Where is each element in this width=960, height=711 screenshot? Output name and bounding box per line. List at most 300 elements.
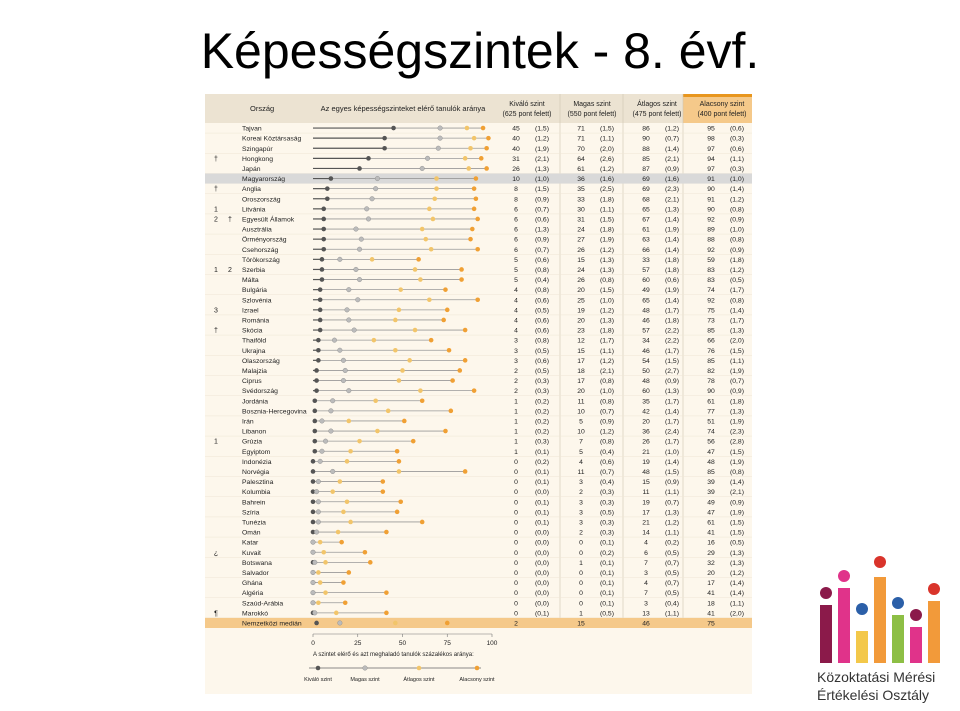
- se-atlagos: (2,2): [665, 327, 679, 335]
- value-atlagos: 48: [642, 469, 650, 476]
- se-magas: (2,1): [600, 368, 614, 375]
- dot-atlagos: [348, 449, 353, 454]
- dot-magas: [316, 520, 321, 525]
- value-alacsony: 61: [707, 519, 715, 527]
- dot-atlagos: [420, 227, 425, 232]
- se-alacsony: (0,9): [730, 246, 744, 254]
- dot-atlagos: [432, 196, 437, 201]
- value-kivalo: 6: [514, 216, 518, 224]
- value-atlagos: 15: [642, 479, 650, 487]
- se-kivalo: (0,0): [535, 600, 549, 608]
- se-alacsony: (1,3): [730, 549, 744, 557]
- se-atlagos: (1,1): [665, 529, 679, 537]
- value-kivalo: 10: [512, 176, 520, 184]
- se-magas: (1,2): [600, 357, 614, 365]
- dot-atlagos: [407, 358, 412, 363]
- se-atlagos: (0,9): [665, 378, 679, 386]
- se-alacsony: (0,9): [730, 388, 744, 396]
- se-magas: (0,9): [600, 418, 614, 426]
- value-alacsony: 92: [707, 246, 715, 254]
- se-magas: (0,1): [600, 539, 614, 547]
- se-alacsony: (1,5): [730, 529, 744, 537]
- value-magas: 2: [579, 529, 583, 537]
- value-atlagos: 63: [642, 236, 650, 244]
- value-kivalo: 5: [514, 277, 518, 285]
- value-magas: 31: [577, 216, 585, 224]
- dot-kivalo: [314, 378, 319, 383]
- se-magas: (0,3): [600, 519, 614, 527]
- logo-dot-5: [892, 597, 904, 609]
- legend-label-alacsony: Alacsony szint: [459, 677, 495, 683]
- se-magas: (1,1): [600, 347, 614, 355]
- country-label: Tajvan: [242, 125, 262, 133]
- value-alacsony: 85: [707, 327, 715, 335]
- row-marker: 2: [228, 267, 232, 274]
- se-atlagos: (0,5): [665, 590, 679, 598]
- country-label: Magyarország: [242, 176, 286, 184]
- dot-kivalo: [318, 297, 323, 302]
- dot-alacsony: [463, 358, 468, 363]
- country-label: Hongkong: [242, 155, 273, 163]
- slide-title: Képességszintek - 8. évf.: [200, 23, 760, 79]
- se-kivalo: (0,6): [535, 327, 549, 335]
- value-atlagos: 61: [642, 226, 650, 234]
- header-alacsony-bar: [683, 94, 752, 97]
- dot-magas: [314, 489, 319, 494]
- se-alacsony: (0,3): [730, 166, 744, 173]
- se-kivalo: (0,0): [535, 529, 549, 537]
- se-alacsony: (0,5): [730, 277, 744, 285]
- dot-alacsony: [381, 479, 386, 484]
- se-kivalo: (0,2): [535, 428, 549, 436]
- value-atlagos: 69: [642, 176, 650, 184]
- value-atlagos: 42: [642, 408, 650, 416]
- x-tick-label: 100: [486, 640, 498, 647]
- dot-kivalo: [321, 217, 326, 222]
- value-kivalo: 4: [514, 327, 518, 335]
- value-atlagos: 3: [644, 570, 648, 577]
- dot-atlagos: [393, 318, 398, 323]
- se-kivalo: (0,5): [535, 368, 549, 375]
- value-alacsony: 90: [707, 186, 715, 194]
- value-atlagos: 69: [642, 186, 650, 194]
- value-atlagos: 86: [642, 125, 650, 133]
- se-atlagos: (1,5): [665, 469, 679, 476]
- value-kivalo: 4: [514, 287, 518, 295]
- se-alacsony: (0,6): [730, 145, 744, 153]
- se-alacsony: (1,2): [730, 570, 744, 577]
- se-magas: (1,2): [600, 307, 614, 315]
- se-kivalo: (0,4): [535, 277, 549, 285]
- dot-alacsony: [457, 368, 462, 373]
- dot-atlagos: [413, 328, 418, 333]
- se-magas: (0,1): [600, 590, 614, 598]
- value-atlagos: 90: [642, 135, 650, 143]
- value-magas: 35: [577, 186, 585, 194]
- value-alacsony: 18: [707, 600, 715, 608]
- value-alacsony: 98: [707, 135, 715, 143]
- dot-magas: [329, 429, 334, 434]
- se-kivalo: (2,1): [535, 155, 549, 163]
- dot-alacsony: [475, 297, 480, 302]
- value-kivalo: 0: [514, 469, 518, 476]
- legend-dot-kivalo: [316, 666, 321, 671]
- se-magas: (0,4): [600, 448, 614, 456]
- se-kivalo: (0,1): [535, 469, 549, 476]
- se-kivalo: (0,0): [535, 549, 549, 557]
- dot-atlagos: [393, 621, 398, 626]
- value-kivalo: 0: [514, 519, 518, 527]
- country-label: Palesztina: [242, 479, 274, 487]
- value-kivalo: 5: [514, 256, 518, 264]
- logo-line-1: Közoktatási Mérési: [817, 669, 936, 685]
- value-kivalo: 6: [514, 206, 518, 214]
- value-atlagos: 17: [642, 509, 650, 517]
- dot-atlagos: [397, 308, 402, 313]
- value-atlagos: 7: [644, 559, 648, 567]
- country-label: Bahrein: [242, 499, 266, 507]
- se-alacsony: (1,4): [730, 186, 744, 194]
- dot-kivalo: [391, 126, 396, 131]
- value-atlagos: 65: [642, 297, 650, 305]
- value-kivalo: 8: [514, 196, 518, 204]
- dot-atlagos: [418, 277, 423, 282]
- dot-alacsony: [368, 560, 373, 565]
- se-atlagos: (1,7): [665, 307, 679, 315]
- se-kivalo: (0,3): [535, 388, 549, 396]
- country-label: Jordánia: [242, 398, 269, 406]
- se-magas: (1,0): [600, 388, 614, 396]
- country-label: Grúzia: [242, 438, 263, 446]
- dot-atlagos: [357, 439, 362, 444]
- value-magas: 20: [577, 287, 585, 295]
- country-label: Svédország: [242, 388, 278, 396]
- country-label: Izrael: [242, 307, 259, 315]
- value-alacsony: 41: [707, 590, 715, 598]
- value-kivalo: 45: [512, 125, 520, 133]
- se-alacsony: (1,3): [730, 559, 744, 567]
- se-kivalo: (0,6): [535, 297, 549, 305]
- dot-atlagos: [397, 469, 402, 474]
- country-label: Japán: [242, 166, 261, 173]
- value-alacsony: 90: [707, 206, 715, 214]
- dot-magas: [438, 126, 443, 131]
- dot-alacsony: [486, 136, 491, 141]
- se-atlagos: (1,1): [665, 489, 679, 497]
- dot-kivalo: [312, 429, 317, 434]
- dot-magas: [312, 611, 317, 616]
- logo-line-2: Értékelési Osztály: [817, 687, 930, 703]
- value-alacsony: 82: [707, 368, 715, 375]
- header-alacsony-bg: [683, 94, 752, 123]
- dot-kivalo: [314, 621, 319, 626]
- country-label: Olaszország: [242, 357, 280, 365]
- se-kivalo: (0,2): [535, 458, 549, 466]
- value-magas: 71: [577, 125, 585, 133]
- logo-bar-5: [892, 615, 904, 663]
- dot-kivalo: [311, 499, 316, 504]
- value-magas: 27: [577, 236, 585, 244]
- row-marker: 1: [214, 267, 218, 274]
- value-atlagos: 14: [642, 529, 650, 537]
- value-alacsony: 75: [707, 307, 715, 315]
- country-label: Omán: [242, 529, 261, 537]
- country-label: Skócia: [242, 327, 263, 335]
- dot-kivalo: [311, 459, 316, 464]
- se-atlagos: (0,9): [665, 479, 679, 487]
- value-kivalo: 6: [514, 236, 518, 244]
- se-alacsony: (1,8): [730, 256, 744, 264]
- dot-kivalo: [320, 277, 325, 282]
- se-magas: (1,9): [600, 236, 614, 244]
- dot-magas: [320, 449, 325, 454]
- country-label: Nemzetközi medián: [242, 620, 302, 628]
- se-atlagos: (1,3): [665, 388, 679, 396]
- value-magas: 3: [579, 519, 583, 527]
- dot-kivalo: [318, 328, 323, 333]
- dot-kivalo: [318, 308, 323, 313]
- dot-alacsony: [343, 600, 348, 605]
- se-kivalo: (1,3): [535, 226, 549, 234]
- country-label: Libanon: [242, 428, 267, 436]
- legend-dot-magas: [363, 666, 368, 671]
- dot-atlagos: [318, 540, 323, 545]
- row-marker: 2: [214, 216, 218, 224]
- value-magas: 20: [577, 388, 585, 396]
- dot-atlagos: [330, 489, 335, 494]
- se-alacsony: (1,1): [730, 357, 744, 365]
- se-atlagos: (0,9): [665, 166, 679, 173]
- dot-alacsony: [441, 318, 446, 323]
- value-alacsony: 75: [707, 620, 715, 628]
- value-magas: 1: [579, 610, 583, 618]
- se-alacsony: (0,8): [730, 236, 744, 244]
- se-alacsony: (1,9): [730, 509, 744, 517]
- dot-kivalo: [316, 348, 321, 353]
- value-atlagos: 88: [642, 145, 650, 153]
- row-marker: 1: [214, 206, 218, 214]
- dot-atlagos: [466, 166, 471, 171]
- dot-atlagos: [372, 338, 377, 343]
- header-level-kivalo: Kiváló szint: [509, 101, 545, 108]
- dot-magas: [311, 550, 316, 555]
- value-magas: 3: [579, 479, 583, 487]
- dot-alacsony: [411, 439, 416, 444]
- dot-magas: [311, 600, 316, 605]
- value-magas: 23: [577, 327, 585, 335]
- value-magas: 4: [579, 458, 583, 466]
- value-atlagos: 7: [644, 590, 648, 598]
- se-alacsony: (1,9): [730, 418, 744, 426]
- value-kivalo: 0: [514, 529, 518, 537]
- country-label: Irán: [242, 418, 254, 426]
- dot-magas: [354, 267, 359, 272]
- value-magas: 0: [579, 549, 583, 557]
- dot-kivalo: [321, 207, 326, 212]
- value-kivalo: 0: [514, 559, 518, 567]
- x-tick-label: 0: [311, 640, 315, 647]
- dot-alacsony: [398, 499, 403, 504]
- se-alacsony: (0,9): [730, 499, 744, 507]
- dot-alacsony: [475, 217, 480, 222]
- se-alacsony: (0,9): [730, 216, 744, 224]
- country-label: Tunézia: [242, 519, 266, 527]
- value-kivalo: 0: [514, 590, 518, 598]
- dot-atlagos: [413, 267, 418, 272]
- dot-kivalo: [321, 247, 326, 252]
- dot-magas: [436, 146, 441, 151]
- se-magas: (0,5): [600, 509, 614, 517]
- se-atlagos: (0,7): [665, 135, 679, 143]
- value-alacsony: 90: [707, 388, 715, 396]
- dot-kivalo: [311, 520, 316, 525]
- value-alacsony: 85: [707, 357, 715, 365]
- se-magas: (0,3): [600, 499, 614, 507]
- value-alacsony: 95: [707, 125, 715, 133]
- dot-alacsony: [459, 277, 464, 282]
- value-atlagos: 85: [642, 155, 650, 163]
- row-marker: ¶: [214, 610, 218, 618]
- value-magas: 12: [577, 337, 585, 345]
- se-magas: (0,1): [600, 559, 614, 567]
- dot-kivalo: [312, 449, 317, 454]
- se-kivalo: (1,5): [535, 186, 549, 194]
- dot-magas: [311, 590, 316, 595]
- value-magas: 10: [577, 428, 585, 436]
- x-tick-label: 50: [398, 640, 407, 647]
- se-alacsony: (1,7): [730, 287, 744, 295]
- dot-magas: [330, 469, 335, 474]
- dot-alacsony: [402, 419, 407, 424]
- logo-dot-1: [820, 587, 832, 599]
- se-atlagos: (1,4): [665, 408, 679, 416]
- dot-alacsony: [475, 247, 480, 252]
- country-label: Szaúd-Arábia: [242, 600, 284, 608]
- dot-kivalo: [366, 156, 371, 161]
- dot-kivalo: [316, 338, 321, 343]
- se-kivalo: (0,0): [535, 590, 549, 598]
- se-kivalo: (0,0): [535, 580, 549, 588]
- dot-magas: [357, 247, 362, 252]
- se-alacsony: (1,7): [730, 317, 744, 325]
- value-magas: 7: [579, 438, 583, 446]
- dot-alacsony: [420, 520, 425, 525]
- value-alacsony: 39: [707, 479, 715, 487]
- header-level-sub-magas: (550 pont felett): [567, 111, 617, 118]
- se-alacsony: (1,4): [730, 580, 744, 588]
- value-kivalo: 0: [514, 499, 518, 507]
- se-magas: (1,2): [600, 428, 614, 436]
- value-alacsony: 91: [707, 176, 715, 184]
- se-magas: (1,2): [600, 246, 614, 254]
- se-atlagos: (2,1): [665, 155, 679, 163]
- se-alacsony: (2,0): [730, 610, 744, 618]
- se-alacsony: (1,4): [730, 479, 744, 487]
- value-kivalo: 2: [514, 388, 518, 396]
- value-atlagos: 13: [642, 610, 650, 618]
- se-alacsony: (1,4): [730, 307, 744, 315]
- value-atlagos: 57: [642, 327, 650, 335]
- value-magas: 0: [579, 590, 583, 598]
- dot-magas: [320, 419, 325, 424]
- dot-kivalo: [312, 409, 317, 414]
- dot-alacsony: [474, 176, 479, 181]
- se-alacsony: (0,8): [730, 206, 744, 214]
- se-magas: (2,5): [600, 186, 614, 194]
- value-kivalo: 1: [514, 418, 518, 426]
- value-kivalo: 4: [514, 307, 518, 315]
- header-country: Ország: [250, 104, 275, 113]
- logo-bar-2: [838, 588, 850, 663]
- value-kivalo: 1: [514, 438, 518, 446]
- value-magas: 11: [577, 398, 585, 406]
- legend-label-atlagos: Átlagos szint: [403, 677, 435, 683]
- country-label: Botswana: [242, 559, 272, 567]
- value-magas: 5: [579, 418, 583, 426]
- dot-alacsony: [384, 530, 389, 535]
- dot-kivalo: [325, 196, 330, 201]
- dot-kivalo: [318, 318, 323, 323]
- value-atlagos: 6: [644, 549, 648, 557]
- value-alacsony: 74: [707, 287, 715, 295]
- value-magas: 11: [577, 469, 585, 476]
- dot-magas: [373, 186, 378, 191]
- value-alacsony: 41: [707, 610, 715, 618]
- dot-atlagos: [323, 590, 328, 595]
- se-atlagos: (1,0): [665, 448, 679, 456]
- value-atlagos: 49: [642, 287, 650, 295]
- value-magas: 15: [577, 347, 585, 355]
- se-kivalo: (0,0): [535, 539, 549, 547]
- dot-kivalo: [312, 439, 317, 444]
- country-label: Szíria: [242, 509, 260, 517]
- dot-alacsony: [445, 308, 450, 313]
- se-kivalo: (0,0): [535, 559, 549, 567]
- dot-alacsony: [384, 590, 389, 595]
- value-alacsony: 91: [707, 196, 715, 204]
- logo-dot-4: [874, 556, 886, 568]
- value-atlagos: 19: [642, 458, 650, 466]
- value-magas: 2: [579, 489, 583, 497]
- value-atlagos: 34: [642, 337, 650, 345]
- se-atlagos: (2,1): [665, 196, 679, 204]
- dot-alacsony: [484, 146, 489, 151]
- dot-chart: [205, 94, 752, 694]
- se-magas: (0,2): [600, 549, 614, 557]
- dot-kivalo: [320, 267, 325, 272]
- header-level-sub-kivalo: (625 pont felett): [502, 111, 552, 118]
- dot-magas: [338, 257, 343, 262]
- country-label: Szlovénia: [242, 297, 272, 305]
- value-magas: 17: [577, 357, 585, 365]
- value-magas: 71: [577, 135, 585, 143]
- dot-magas: [438, 136, 443, 141]
- se-atlagos: (0,4): [665, 600, 679, 608]
- se-magas: (0,3): [600, 529, 614, 537]
- se-atlagos: (1,4): [665, 246, 679, 254]
- value-alacsony: 66: [707, 337, 715, 345]
- se-atlagos: (1,6): [665, 176, 679, 184]
- value-alacsony: 47: [707, 509, 715, 517]
- dot-magas: [359, 237, 364, 242]
- se-kivalo: (0,0): [535, 489, 549, 497]
- value-kivalo: 0: [514, 479, 518, 487]
- se-atlagos: (1,4): [665, 297, 679, 305]
- se-kivalo: (0,5): [535, 347, 549, 355]
- dot-kivalo: [311, 510, 316, 515]
- dot-alacsony: [416, 257, 421, 262]
- value-atlagos: 60: [642, 277, 650, 285]
